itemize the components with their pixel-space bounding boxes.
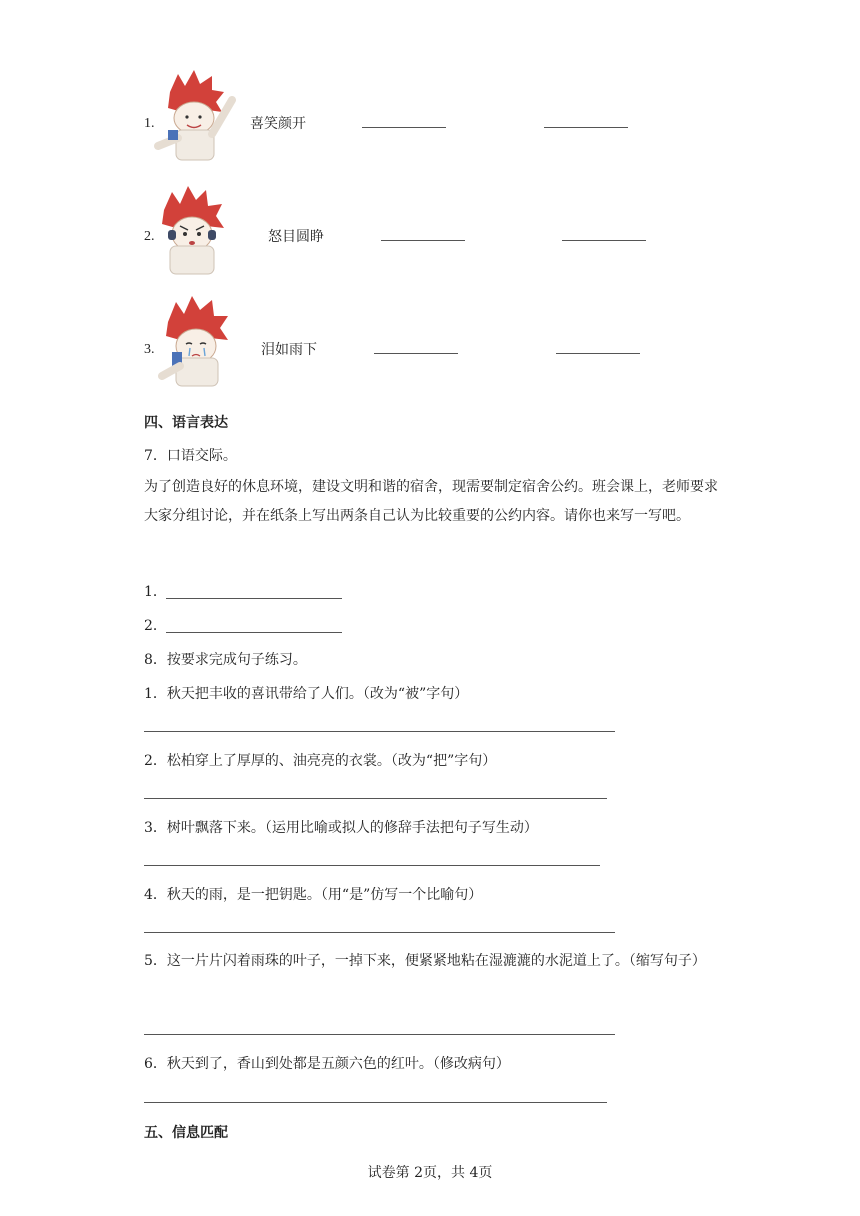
answer-line[interactable] — [144, 1034, 615, 1035]
exercise-item: 4．秋天的雨，是一把钥匙。（用“是”仿写一个比喻句） — [144, 887, 483, 903]
answer-line[interactable] — [144, 798, 607, 799]
idiom-label: 喜笑颜开 — [250, 116, 306, 132]
answer-line[interactable] — [144, 865, 600, 866]
exercise-item: 3．树叶飘落下来。（运用比喻或拟人的修辞手法把句子写生动） — [144, 820, 538, 836]
page-footer: 试卷第 2页，共 4页 — [367, 1165, 493, 1181]
answer-blank[interactable] — [166, 632, 342, 633]
item-number: 1. — [144, 116, 155, 131]
item-number: 1． — [144, 584, 167, 600]
exercise-item: 5．这一片片闪着雨珠的叶子，一掉下来，便紧紧地粘在湿漉漉的水泥道上了。（缩写句子） — [144, 953, 706, 969]
exercise-item: 6．秋天到了，香山到处都是五颜六色的红叶。（修改病句） — [144, 1056, 510, 1072]
question-7-paragraph: 为了创造良好的休息环境，建设文明和谐的宿舍，现需要制定宿舍公约。班会课上，老师要求大家分组讨论，并在纸条上写出两条自己认为比较重要的公约内容。请你也来写一写吧。 — [144, 479, 718, 524]
exercise-item: 1．秋天把丰收的喜讯带给了人们。（改为“被”字句） — [144, 686, 469, 702]
answer-blank[interactable] — [381, 240, 465, 241]
section-title: 五、信息匹配 — [144, 1125, 228, 1141]
exercise-item: 2．松柏穿上了厚厚的、油亮亮的衣裳。（改为“把”字句） — [144, 753, 497, 769]
idiom-label: 怒目圆睁 — [268, 229, 324, 245]
angry-boy-illustration — [156, 186, 236, 276]
section-title: 四、语言表达 — [144, 415, 228, 431]
answer-blank[interactable] — [544, 127, 628, 128]
smiling-boy-illustration — [152, 70, 242, 162]
idiom-label: 泪如雨下 — [261, 342, 317, 358]
answer-line[interactable] — [144, 731, 615, 732]
item-number: 2． — [144, 618, 167, 634]
answer-blank[interactable] — [556, 353, 640, 354]
item-number: 2. — [144, 229, 155, 244]
answer-line[interactable] — [144, 932, 615, 933]
answer-blank[interactable] — [362, 127, 446, 128]
crying-boy-illustration — [158, 296, 240, 388]
answer-blank[interactable] — [374, 353, 458, 354]
item-number: 3. — [144, 342, 155, 357]
question-8-title: 8．按要求完成句子练习。 — [144, 652, 307, 668]
answer-blank[interactable] — [166, 598, 342, 599]
answer-line[interactable] — [144, 1102, 607, 1103]
answer-blank[interactable] — [562, 240, 646, 241]
question-7-title: 7．口语交际。 — [144, 448, 237, 464]
